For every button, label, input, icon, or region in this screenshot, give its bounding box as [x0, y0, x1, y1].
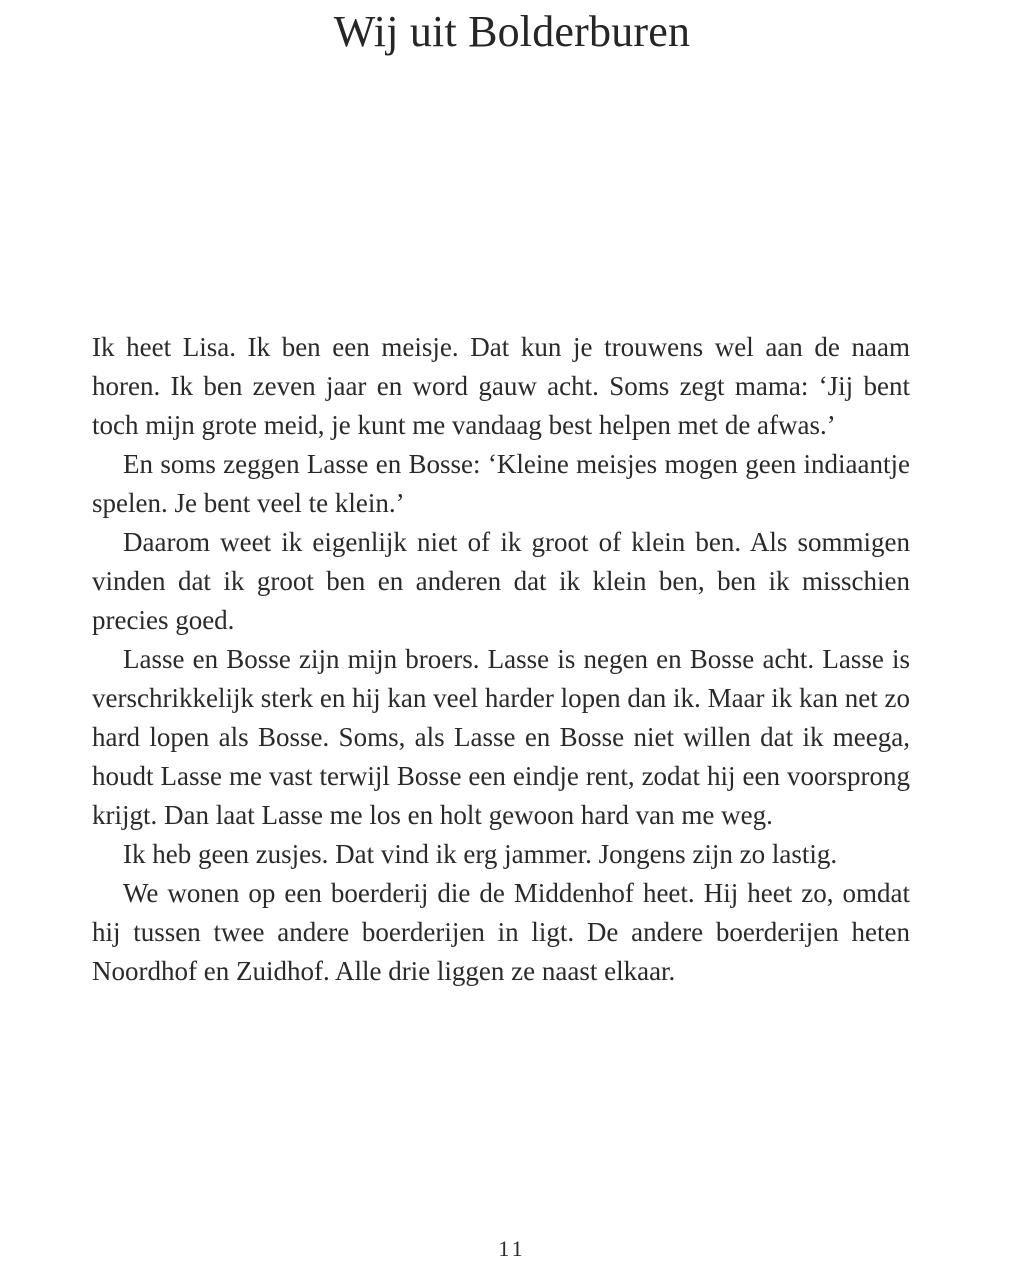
paragraph: Lasse en Bosse zijn mijn broers. Lasse is negen en Bosse acht. Lasse is verschrikkelijk sterk en hij kan veel harder lopen dan ik. Maar ik kan net zo hard lopen als Bosse. Soms, als Lasse en Bosse niet willen dat ik meega, houdt Lasse me vast terwijl Bosse een eindje rent, zodat hij een voorsprong krijgt. Dan laat Lasse me los en holt gewoon hard van me weg.: [92, 644, 910, 830]
paragraph: Ik heb geen zusjes. Dat vind ik erg jammer. Jongens zijn zo lastig.: [123, 839, 838, 869]
paragraph: Daarom weet ik eigenlijk niet of ik groot of klein ben. Als sommigen vinden dat ik groot ben en anderen dat ik klein ben, ben ik misschien precies goed.: [92, 527, 910, 635]
page-number: 11: [498, 1236, 526, 1261]
paragraph: Ik heet Lisa. Ik ben een meisje. Dat kun je trouwens wel aan de naam horen. Ik ben zeven jaar en word gauw acht. Soms zegt mama: ‘Jij bent toch mijn grote meid, je kunt me vandaag best helpen met de afwas.’: [92, 332, 910, 440]
chapter-body: [92, 328, 910, 991]
paragraph: En soms zeggen Lasse en Bosse: ‘Kleine meisjes mogen geen indiaantje spelen. Je bent veel te klein.’: [92, 449, 910, 518]
paragraph: We wonen op een boerderij die de Middenhof heet. Hij heet zo, omdat hij tussen twee andere boerderijen in ligt. De andere boerderijen heten Noordhof en Zuidhof. Alle drie liggen ze naast elkaar.: [92, 878, 910, 986]
chapter-title: Wij uit Bolderburen: [333, 7, 691, 56]
